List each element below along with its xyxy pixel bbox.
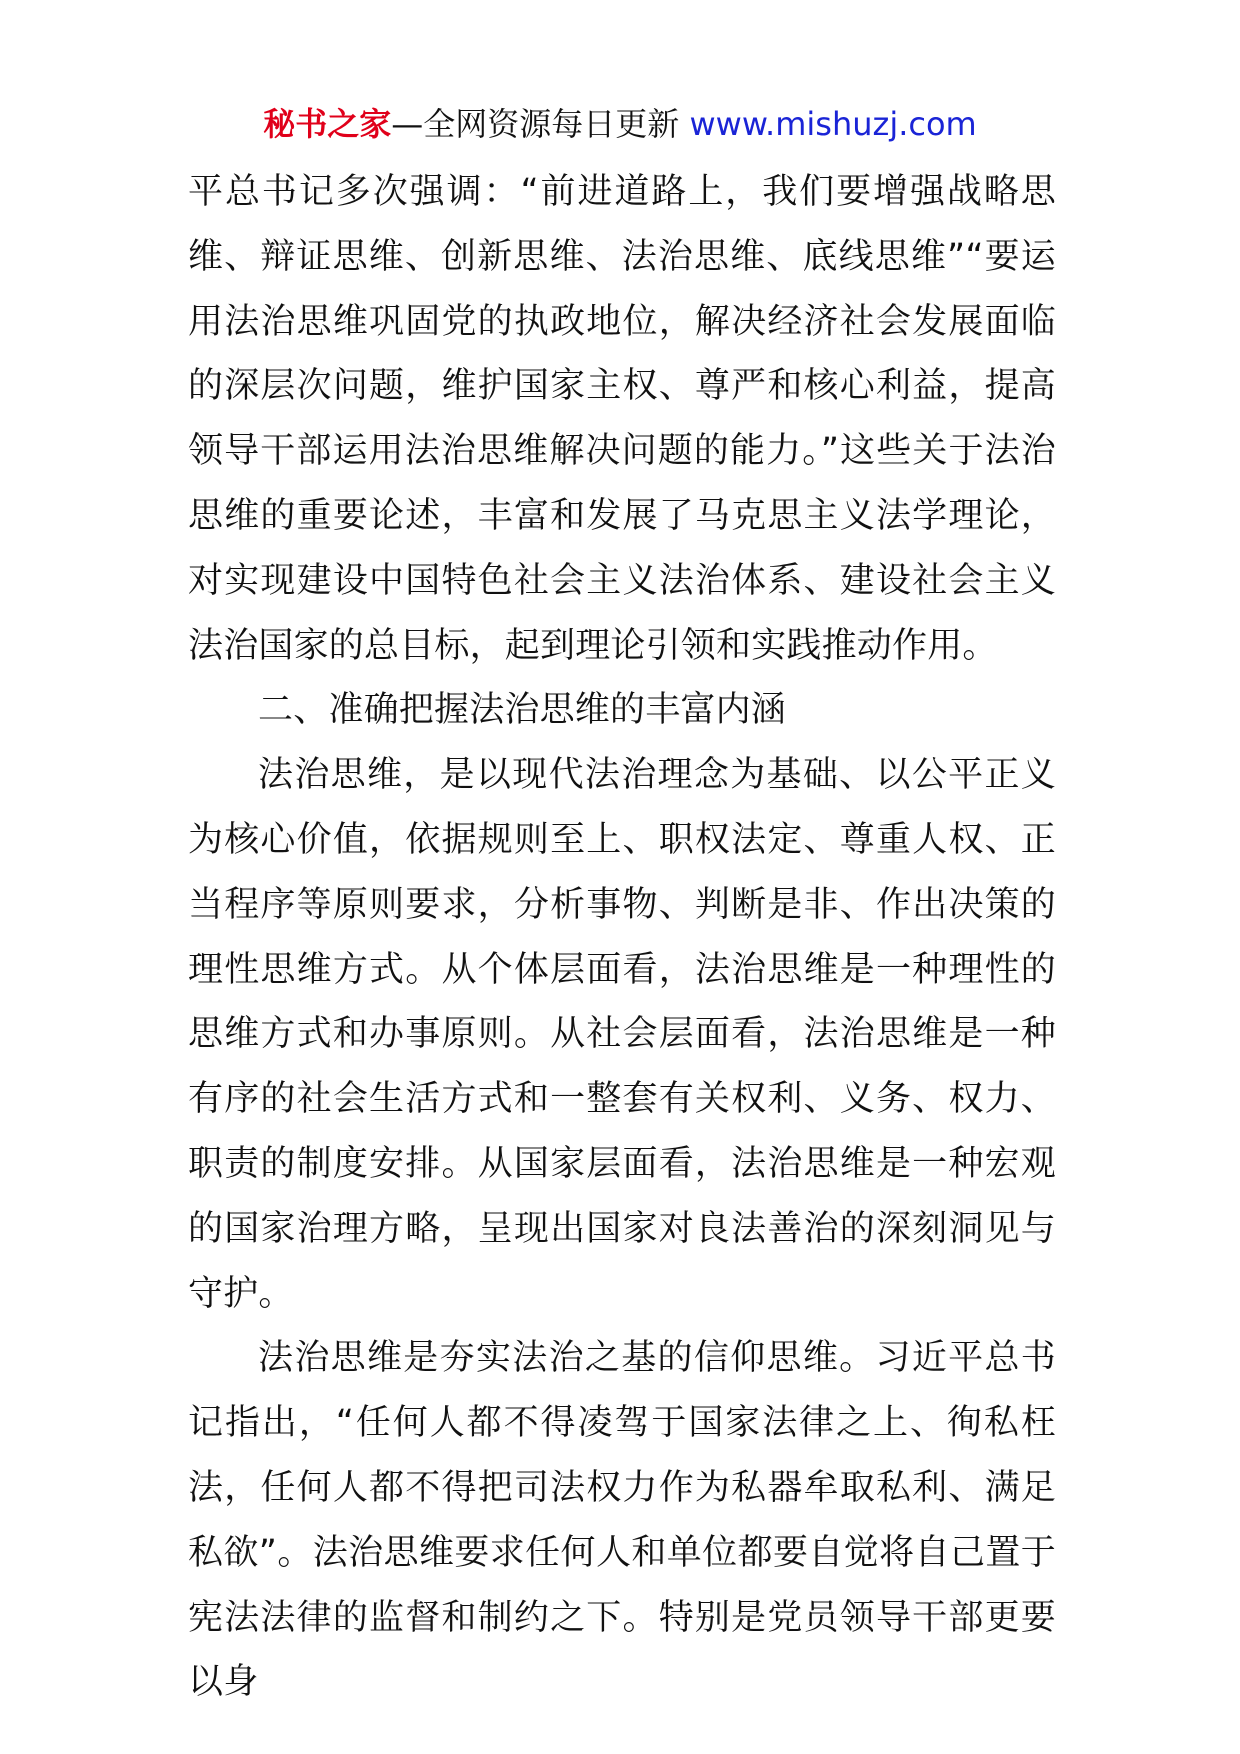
document-body [188, 160, 1056, 1715]
header-url-link[interactable]: www.mishuzj.com [689, 105, 977, 143]
header-tagline: —全网资源每日更新 [391, 105, 690, 143]
paragraph-definition: 法治思维，是以现代法治理念为基础、以公平正义为核心价值，依据规则至上、职权法定、尊重人权、正当程序等原则要求，分析事物、判断是非、作出决策的理性思维方式。从个体层面看，法治思维是一种理性的思维方式和办事原则。从社会层面看，法治思维是一种有序的社会生活方式和一整套有关权利、义务、权力、职责的制度安排。从国家层面看，法治思维是一种宏观的国家治理方略，呈现出国家对良法善治的深刻洞见与守护。 [188, 755, 1056, 1314]
page-header [0, 100, 1240, 148]
paragraph-faith: 法治思维是夯实法治之基的信仰思维。习近平总书记指出，“任何人都不得凌驾于国家法律之上、徇私枉法，任何人都不得把司法权力作为私器牟取私利、满足私欲”。法治思维要求任何人和单位都要自觉将自己置于宪法法律的监督和制约之下。特别是党员领导干部更要以身 [188, 1338, 1056, 1703]
paragraph-continued: 平总书记多次强调：“前进道路上，我们要增强战略思维、辩证思维、创新思维、法治思维、底线思维”“要运用法治思维巩固党的执政地位，解决经济社会发展面临的深层次问题，维护国家主权、尊严和核心利益，提高领导干部运用法治思维解决问题的能力。”这些关于法治思维的重要论述，丰富和发展了马克思主义法学理论，对实现建设中国特色社会主义法治体系、建设社会主义法治国家的总目标，起到理论引领和实践推动作用。 [188, 172, 1056, 666]
header-brand: 秘书之家 [263, 105, 392, 143]
section-heading: 二、准确把握法治思维的丰富内涵 [258, 690, 787, 731]
